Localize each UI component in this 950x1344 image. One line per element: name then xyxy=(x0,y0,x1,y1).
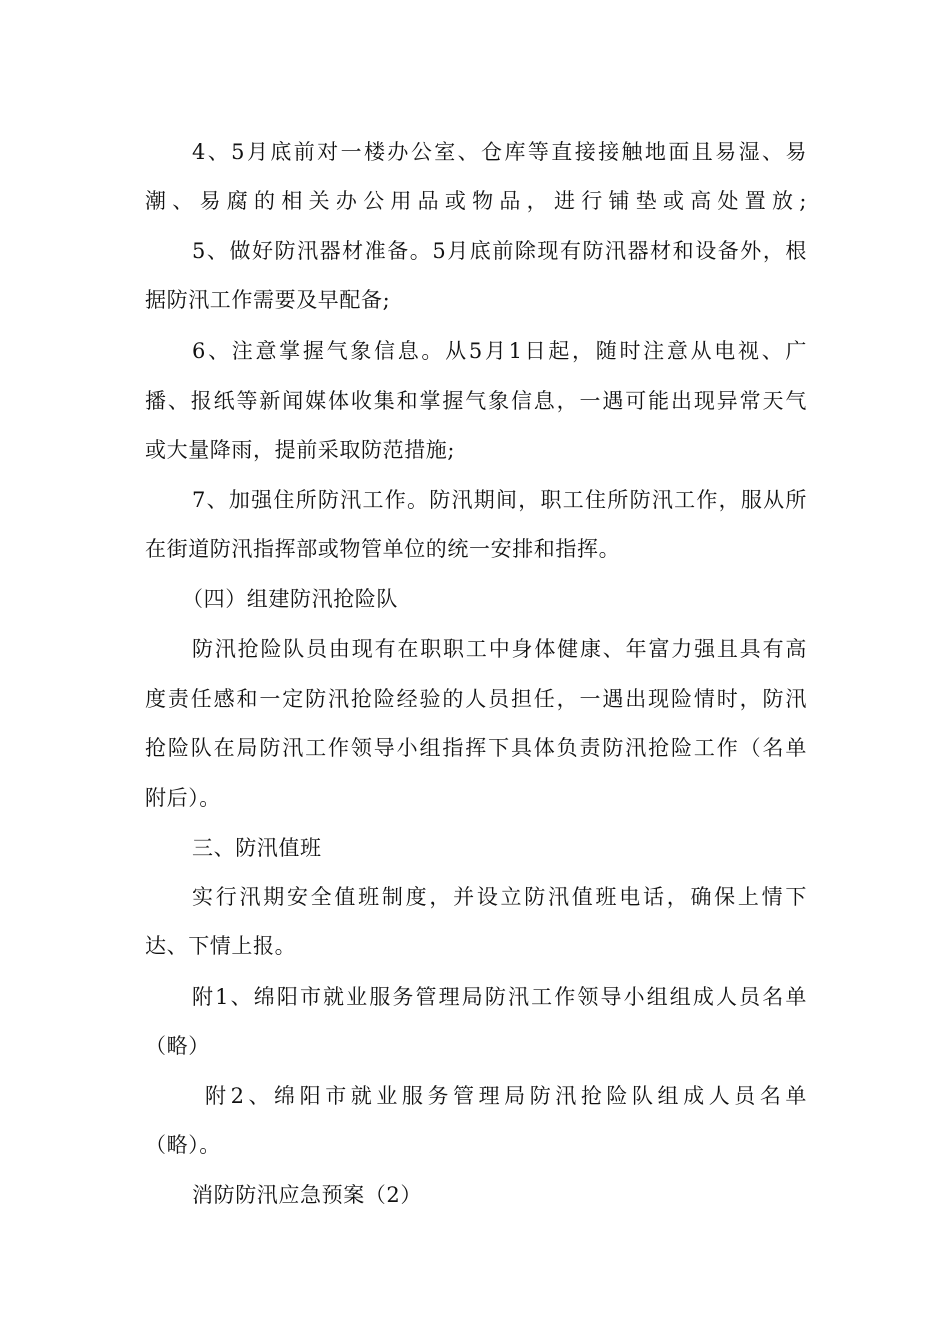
text-line-3: 5、做好防汛器材准备。5月底前除现有防汛器材和设备外，根 xyxy=(192,239,807,263)
text-line-15: 达、下情上报。 xyxy=(145,934,297,958)
attachment-1: 附1、绵阳市就业服务管理局防汛工作领导小组组成人员名单 xyxy=(192,985,807,1009)
text-line-7: 或大量降雨，提前采取防范措施; xyxy=(145,438,456,462)
text-line-1: 4、5月底前对一楼办公室、仓库等直接接触地面且易湿、易 xyxy=(192,140,807,164)
text-line-13: 附后）。 xyxy=(145,786,221,810)
text-line-8: 7、加强住所防汛工作。防汛期间，职工住所防汛工作，服从所 xyxy=(192,488,807,512)
section-heading-4: （四）组建防汛抢险队 xyxy=(182,587,398,611)
text-line-5: 6、注意掌握气象信息。从5月1日起，随时注意从电视、广 xyxy=(192,339,807,363)
text-line-4: 据防汛工作需要及早配备; xyxy=(145,288,391,312)
attachment-2-note: （略）。 xyxy=(145,1133,221,1157)
section-heading-3: 三、防汛值班 xyxy=(192,836,322,860)
text-line-14: 实行汛期安全值班制度，并设立防汛值班电话，确保上情下 xyxy=(192,885,807,909)
text-line-9: 在街道防汛指挥部或物管单位的统一安排和指挥。 xyxy=(145,537,621,561)
text-line-6: 播、报纸等新闻媒体收集和掌握气象信息，一遇可能出现异常天气 xyxy=(145,389,807,413)
next-section-title: 消防防汛应急预案（2） xyxy=(192,1183,422,1207)
attachment-1-note: （略） xyxy=(145,1034,210,1058)
text-line-10: 防汛抢险队员由现有在职职工中身体健康、年富力强且具有高 xyxy=(192,637,807,661)
text-line-12: 抢险队在局防汛工作领导小组指挥下具体负责防汛抢险工作（名单 xyxy=(145,736,807,760)
text-line-11: 度责任感和一定防汛抢险经验的人员担任，一遇出现险情时，防汛 xyxy=(145,687,807,711)
attachment-2: 附2、绵阳市就业服务管理局防汛抢险队组成人员名单 xyxy=(205,1084,807,1108)
text-line-2: 潮、易腐的相关办公用品或物品，进行铺垫或高处置放; xyxy=(145,189,807,213)
